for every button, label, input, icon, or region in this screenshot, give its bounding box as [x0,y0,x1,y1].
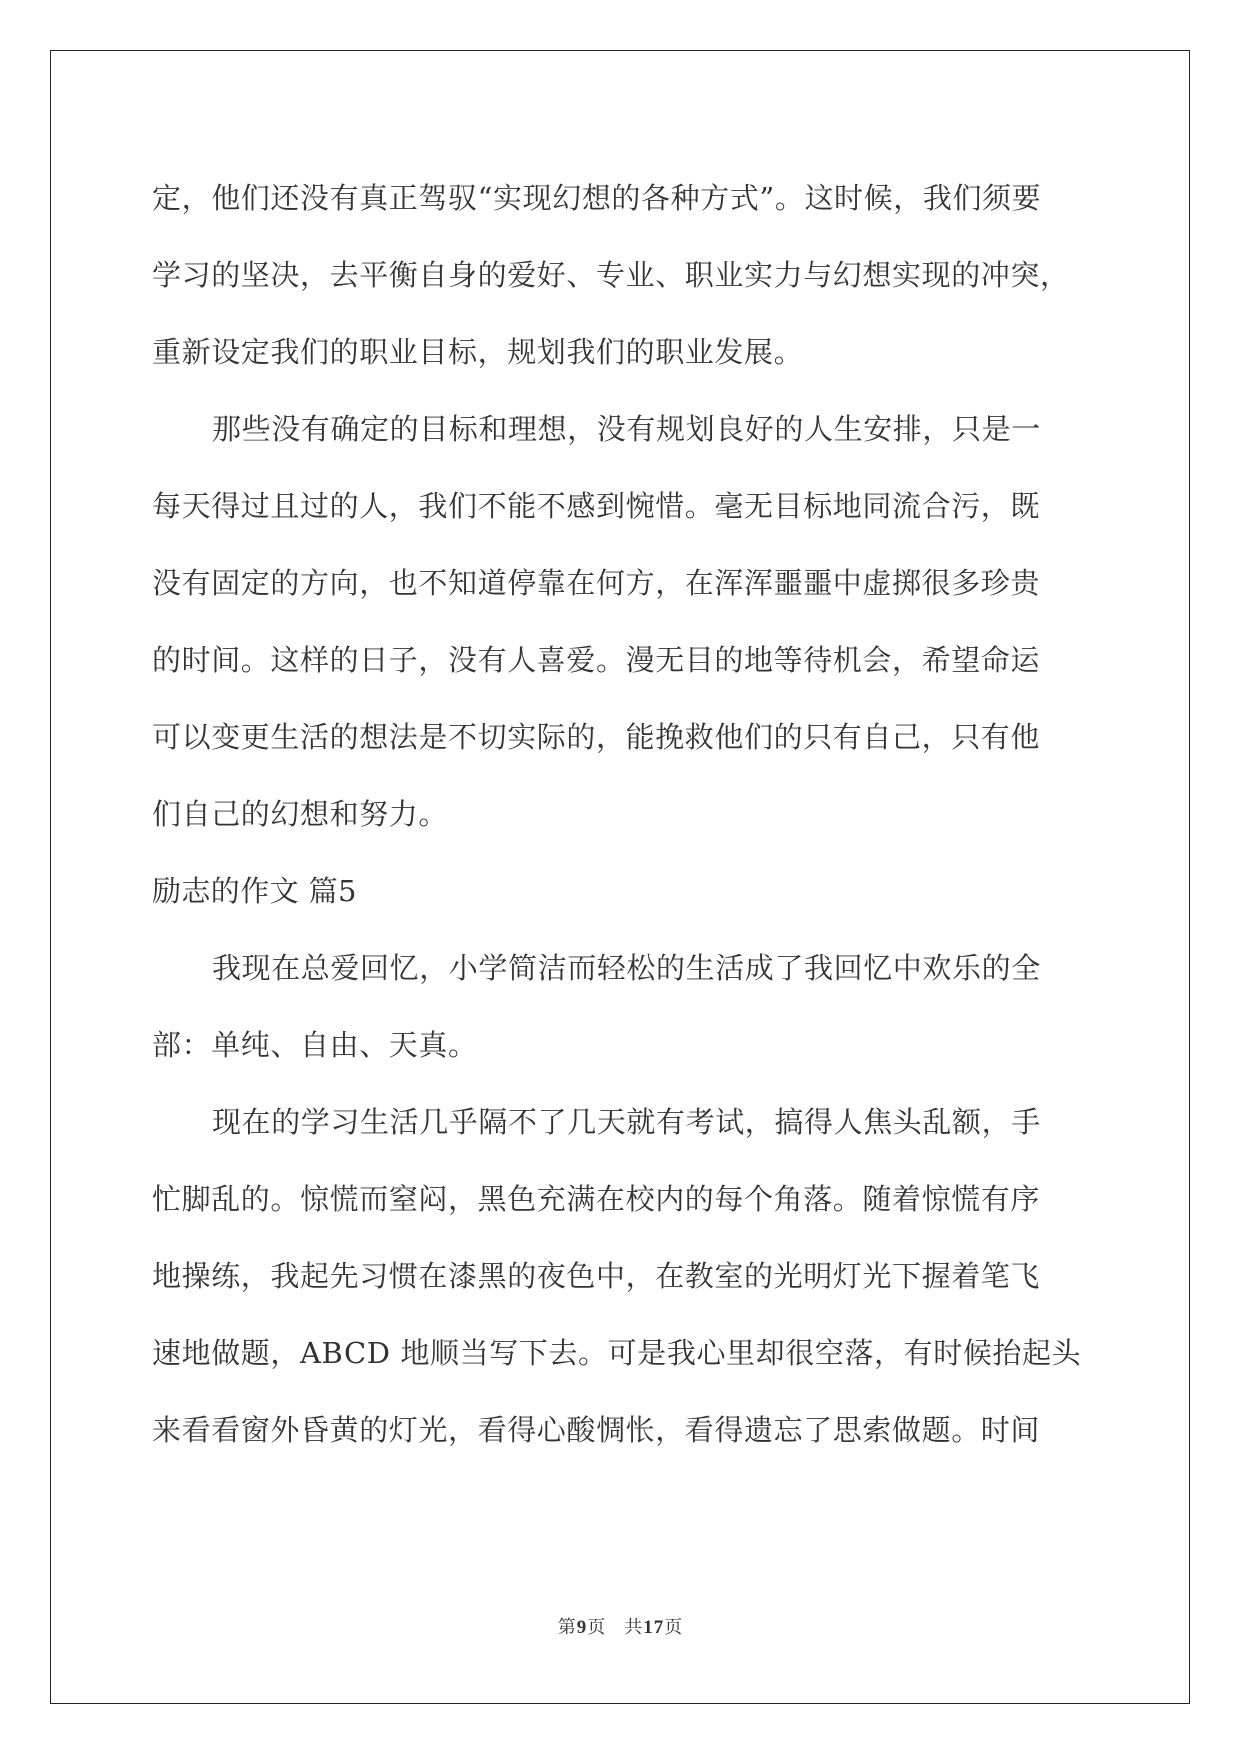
paragraph-start-line: 那些没有确定的目标和理想，没有规划良好的人生安排，只是一 [212,412,1041,446]
total-prefix: 共 [624,1617,644,1638]
document-body [152,160,1092,1469]
text-line: 们自己的幻想和努力。 [152,797,449,831]
text-line: 部：单纯、自由、天真。 [152,1028,478,1062]
paragraph-start-line: 现在的学习生活几乎隔不了几天就有考试，搞得人焦头乱额，手 [212,1105,1041,1139]
text-line: 来看看窗外昏黄的灯光，看得心酸惆怅，看得遗忘了思索做题。时间 [152,1413,1041,1447]
text-line: 没有固定的方向，也不知道停靠在何方，在浑浑噩噩中虚掷很多珍贵 [152,566,1041,600]
text-line: 可以变更生活的想法是不切实际的，能挽救他们的只有自己，只有他 [152,720,1041,754]
total-page-number: 17 [643,1617,665,1638]
text-line: 每天得过且过的人，我们不能不感到惋惜。毫无目标地同流合污，既 [152,489,1041,523]
page-footer [0,1613,1241,1639]
text-line: 学习的坚决，去平衡自身的爱好、专业、职业实力与幻想实现的冲突， [152,258,1070,292]
text-line: 重新设定我们的职业目标，规划我们的职业发展。 [152,335,804,369]
page-suffix: 页 [587,1617,607,1638]
paragraph-start-line: 我现在总爱回忆，小学简洁而轻松的生活成了我回忆中欢乐的全 [212,951,1041,985]
text-line: 的时间。这样的日子，没有人喜爱。漫无目的地等待机会，希望命运 [152,643,1041,677]
page-prefix: 第 [557,1617,577,1638]
text-line: 忙脚乱的。惊慌而窒闷，黑色充满在校内的每个角落。随着惊慌有序 [152,1182,1041,1216]
text-line: 速地做题，ABCD 地顺当写下去。可是我心里却很空落，有时候抬起头 [152,1336,1082,1370]
current-page-number: 9 [576,1617,588,1638]
text-line: 地操练，我起先习惯在漆黑的夜色中，在教室的光明灯光下握着笔飞 [152,1259,1041,1293]
total-suffix: 页 [664,1617,684,1638]
section-heading: 励志的作文 篇5 [152,874,357,908]
text-line: 定，他们还没有真正驾驭“实现幻想的各种方式”。这时候，我们须要 [152,181,1042,215]
